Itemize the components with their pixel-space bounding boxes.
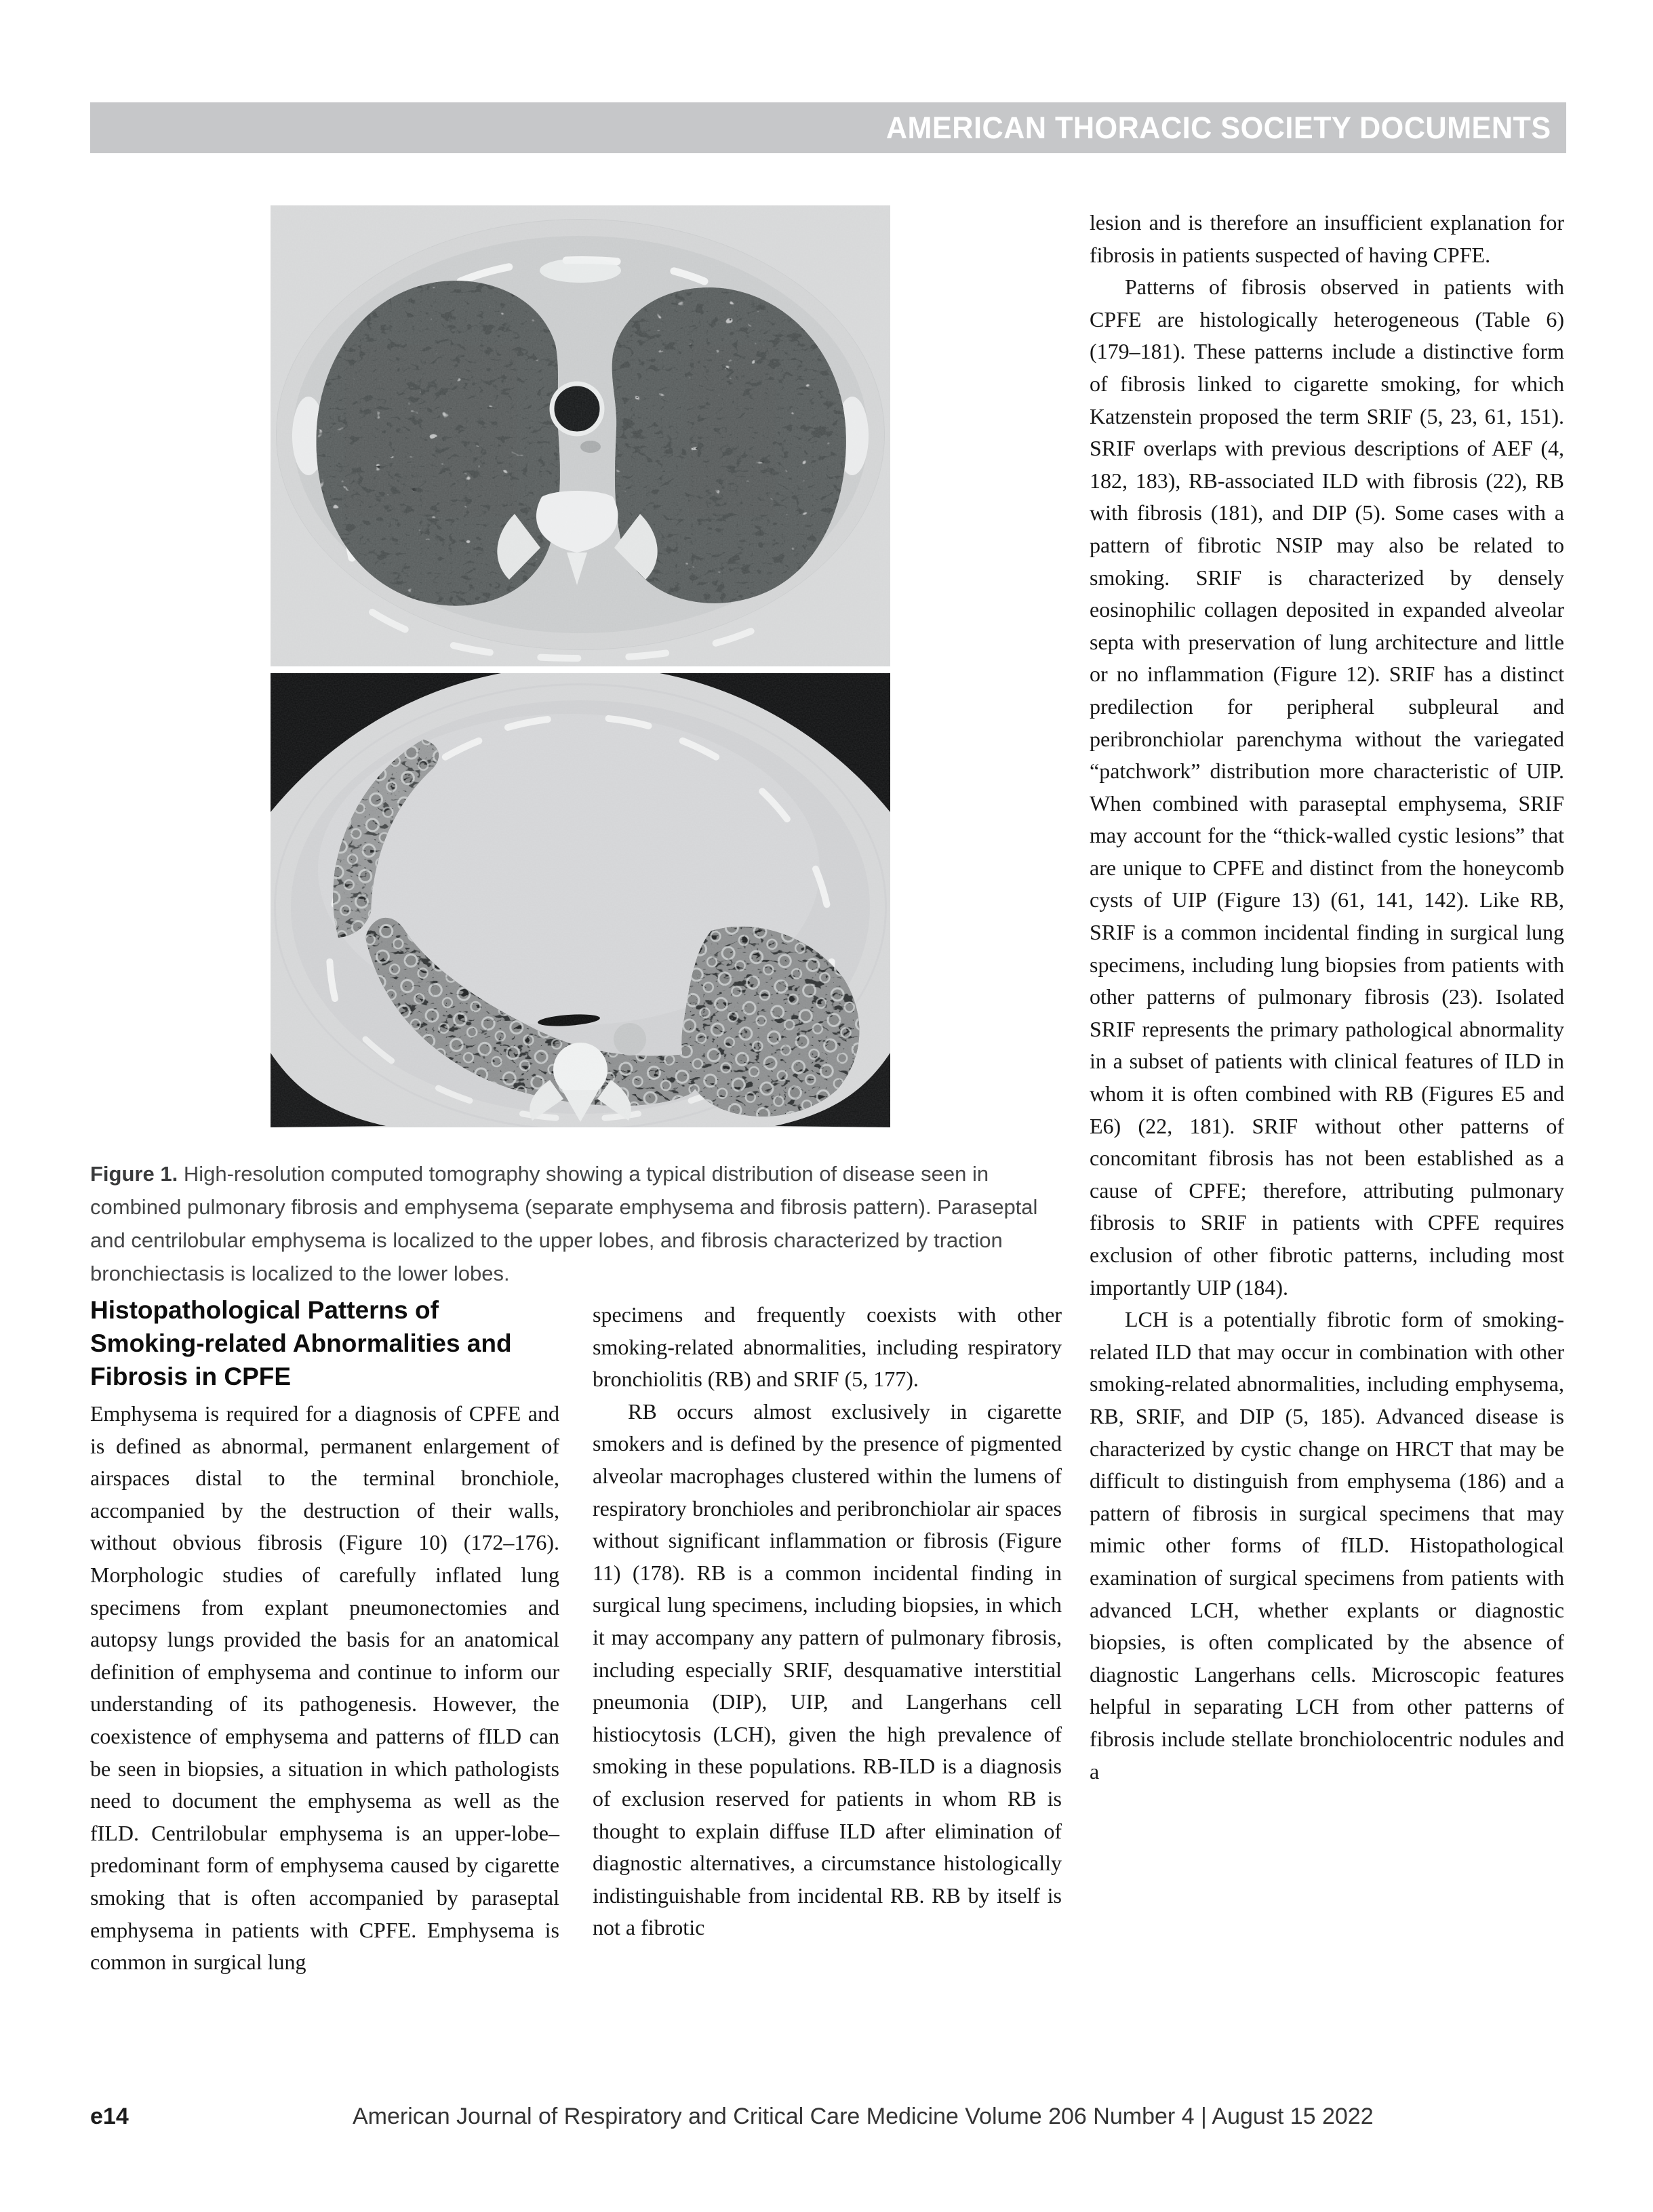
body-paragraph: lesion and is therefore an insufficient explanation for fibrosis in patients suspected of having CPFE. xyxy=(1090,210,1564,267)
body-paragraph: RB occurs almost exclusively in cigarette smokers and is defined by the presence of pigmented alveolar macrophages clustered within the lumens of respiratory bronchioles and peribronchiolar air spaces without significant inflammation or fibrosis (Figure 11) (178). RB is a common incidental finding in surgical lung specimens, including biopsies, in which it may accompany any pattern of pulmonary fibrosis, including especially SRIF, desquamative interstitial pneumonia (DIP), UIP, and Langerhans cell histiocytosis (LCH), given the high prevalence of smoking in these populations. RB-ILD is a diagnosis of exclusion reserved for patients in whom RB is thought to explain diffuse ILD after elimination of diagnostic alternatives, a circumstance histologically indistinguishable from incidental RB. RB by itself is not a fibrotic xyxy=(593,1399,1062,1940)
body-paragraph: Patterns of fibrosis observed in patients with CPFE are histologically heterogeneous (Table 6) (179–181). These patterns include a distinctive form of fibrosis linked to cigarette smoking, for which Katzenstein proposed the term SRIF (5, 23, 61, 151). SRIF overlaps with previous descriptions of AEF (4, 182, 183), RB-associated ILD with fibrosis (22), RB with fibrosis (181), and DIP (5). Some cases with a pattern of fibrotic NSIP may also be related to smoking. SRIF is characterized by densely eosinophilic collagen deposited in expanded alveolar septa with preservation of lung architecture and little or no inflammation (Figure 12). SRIF has a distinct predilection for peripheral subpleural and peribronchiolar parenchyma without the variegated “patchwork” distribution more characteristic of UIP. When combined with paraseptal emphysema, SRIF may account for the “thick-walled cystic lesions” that are unique to CPFE and distinct from the honeycomb cysts of UIP (Figure 13) (61, 141, 142). Like RB, SRIF is a common incidental finding in surgical lung specimens, including lung biopsies from patients with other patterns of pulmonary fibrosis (23). Isolated SRIF represents the primary pathological abnormality in a subset of patients with clinical features of ILD in whom it is often combined with RB (Figures E5 and E6) (22, 181). SRIF without other patterns of concomitant fibrosis has not been established as a cause of CPFE; therefore, attributing pulmonary fibrosis to SRIF in patients with CPFE requires exclusion of other fibrotic patterns, including most importantly UIP (184). xyxy=(1090,275,1564,1300)
figure1-caption-text: High-resolution computed tomography showing a typical distribution of disease seen in combined pulmonary fibrosis and emphysema (separate emphysema and fibrosis pattern). Paraseptal and centrilobular emphysema is localized to the upper lobes, and fibrosis characterized by traction bronchiectasis is localized to the lower lobes. xyxy=(90,1162,1038,1285)
figure1-caption xyxy=(90,1157,1060,1290)
body-paragraph: LCH is a potentially fibrotic form of smoking-related ILD that may occur in combination with other smoking-related abnormalities, including emphysema, RB, SRIF, and DIP (5, 185). Advanced disease is characterized by cystic change on HRCT that may be difficult to distinguish from emphysema (186) and a pattern of fibrosis in surgical specimens that may mimic other forms of fILD. Histopathological examination of surgical specimens from patients with advanced LCH, whether explants or diagnostic biopsies, is often complicated by the absence of diagnostic Langerhans cells. Microscopic features helpful in separating LCH from other patterns of fibrosis include stellate bronchiolocentric nodules and a xyxy=(1090,1307,1564,1784)
section-banner xyxy=(90,102,1566,153)
body-paragraph: specimens and frequently coexists with other smoking-related abnormalities, including respiratory bronchiolitis (RB) and SRIF (5, 177). xyxy=(593,1302,1062,1392)
figure1-caption-label: Figure 1. xyxy=(90,1162,178,1186)
figure1-ct-upper-lobes xyxy=(271,205,890,666)
column-left xyxy=(90,1293,559,1979)
column-middle xyxy=(593,1299,1062,1944)
figure1-ct-lower-lobes xyxy=(271,673,890,1127)
section-heading: Histopathological Patterns of Smoking-related Abnormalities and Fibrosis in CPFE xyxy=(90,1296,512,1390)
page-number: e14 xyxy=(90,2104,129,2129)
ct-scan-lower-image xyxy=(271,673,890,1127)
body-paragraph: Emphysema is required for a diagnosis of CPFE and is defined as abnormal, permanent enlargement of airspaces distal to the terminal bronchiole, accompanied by the destruction of their walls, without obvious fibrosis (Figure 10) (172–176). Morphologic studies of carefully inflated lung specimens from explant pneumonectomies and autopsy lungs provided the basis for an anatomical definition of emphysema and continue to inform our understanding of its pathogenesis. However, the coexistence of emphysema and patterns of fILD can be seen in biopsies, a situation in which pathologists need to document the emphysema as well as the fILD. Centrilobular emphysema is an upper-lobe–predominant form of emphysema caused by cigarette smoking that is often accompanied by paraseptal emphysema in patients with CPFE. Emphysema is common in surgical lung xyxy=(90,1401,559,1975)
journal-footer-line: American Journal of Respiratory and Critical Care Medicine Volume 206 Number 4 | August 15 2022 xyxy=(353,2104,1374,2129)
ct-scan-upper-image xyxy=(271,205,890,666)
banner-title: AMERICAN THORACIC SOCIETY DOCUMENTS xyxy=(886,110,1551,145)
column-right xyxy=(1090,207,1564,1788)
